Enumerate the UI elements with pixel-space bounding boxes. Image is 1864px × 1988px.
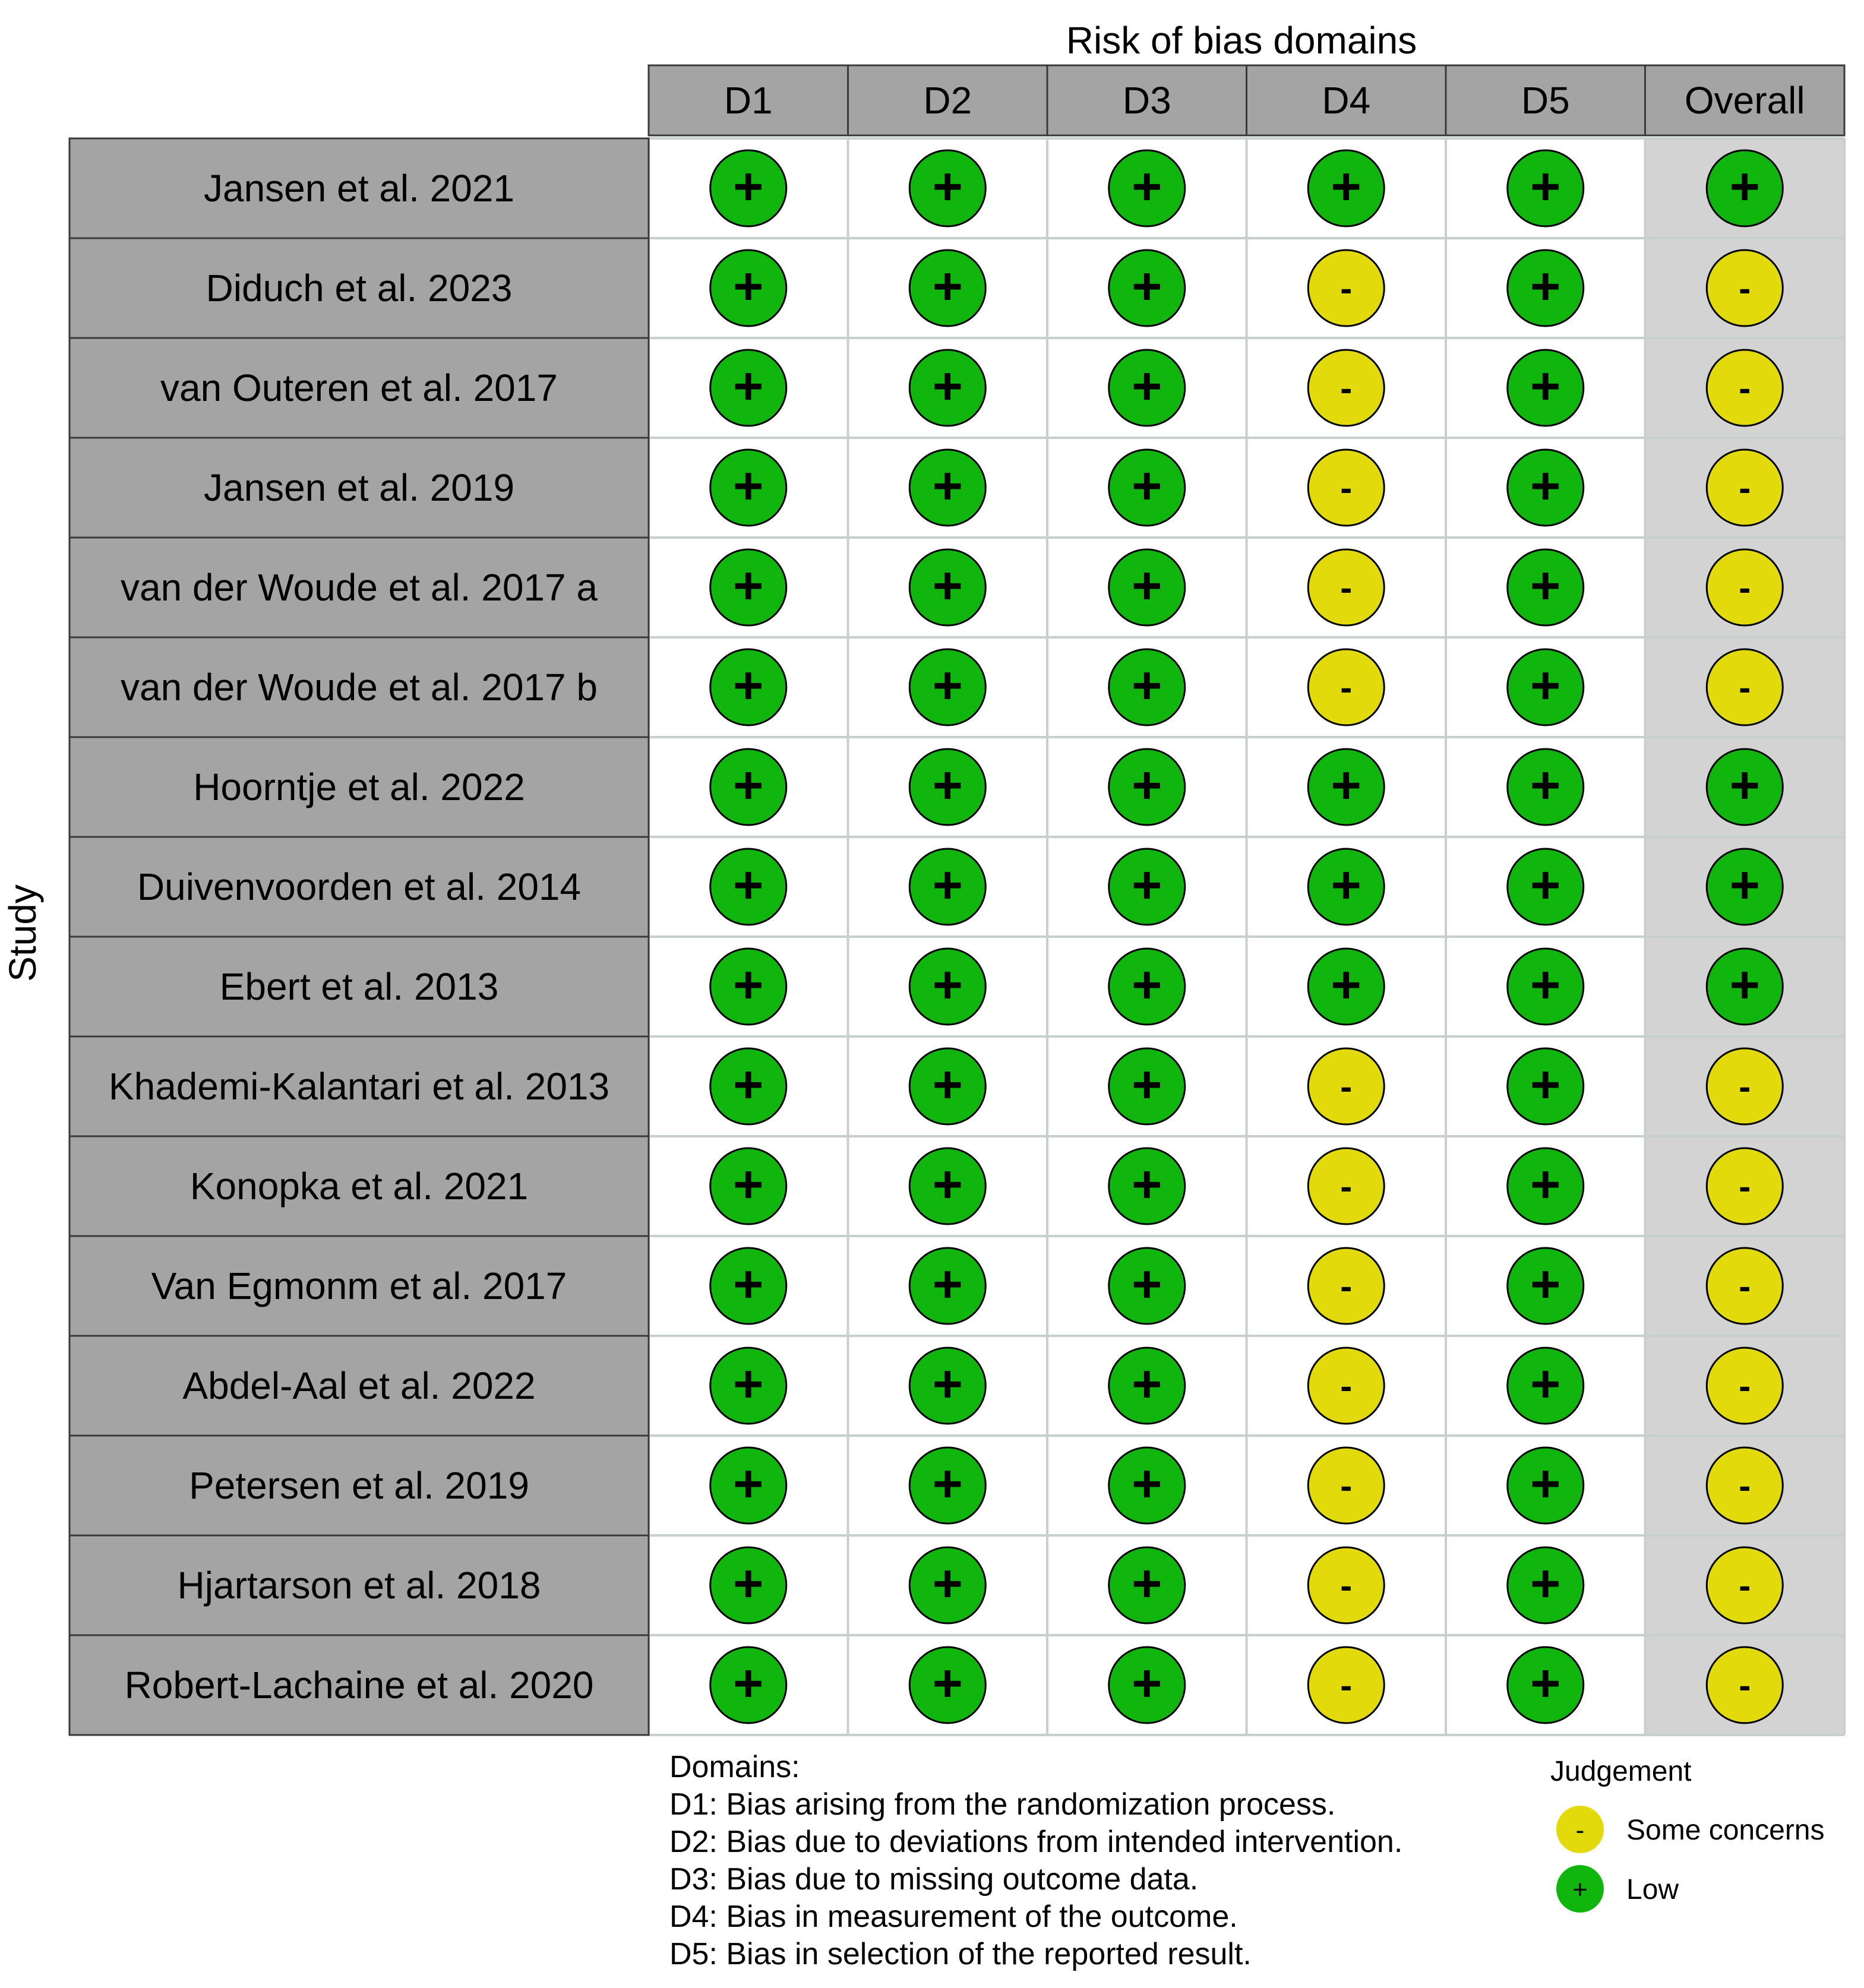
judgement-mark-low (1109, 350, 1185, 426)
judgement-symbol: + (1729, 855, 1760, 914)
judgement-symbol: + (932, 955, 963, 1014)
judgement-mark-some_concerns (1707, 450, 1783, 526)
domains-caption (669, 1750, 1402, 1971)
judgement-mark-low (909, 1248, 985, 1324)
judgement-symbol: + (1132, 356, 1162, 415)
judgement-mark-low (710, 949, 786, 1025)
judgement-symbol: + (1132, 1354, 1162, 1413)
judgement-symbol: + (1132, 1155, 1162, 1213)
judgement-mark-low (710, 749, 786, 825)
judgement-symbol: + (932, 1654, 963, 1712)
legend-label: Low (1626, 1874, 1679, 1905)
judgement-mark-some_concerns (1308, 1048, 1384, 1124)
judgement-mark-low (1308, 749, 1384, 825)
judgement-symbol: + (1132, 1254, 1162, 1313)
judgement-symbol: + (1530, 1155, 1561, 1213)
judgement-mark-some_concerns (1308, 1148, 1384, 1224)
judgement-symbol: - (1340, 468, 1353, 508)
judgement-symbol: + (733, 955, 764, 1014)
judgement-symbol: + (1132, 855, 1162, 914)
judgement-mark-low (1707, 949, 1783, 1025)
judgement-mark-low (1109, 450, 1185, 526)
judgement-symbol: + (932, 1254, 963, 1313)
judgement-mark-low (909, 1447, 985, 1524)
judgement-symbol: + (1729, 955, 1760, 1014)
judgement-mark-some_concerns (1707, 1647, 1783, 1723)
judgement-symbol: + (1132, 656, 1162, 715)
judgement-symbol: - (1739, 1167, 1751, 1206)
judgement-symbol: + (1132, 1454, 1162, 1513)
judgement-mark-low (1308, 949, 1384, 1025)
judgement-symbol: - (1739, 1466, 1751, 1506)
judgement-mark-low (710, 450, 786, 526)
judgement-mark-some_concerns (1308, 450, 1384, 526)
judgement-mark-low (1508, 1547, 1584, 1623)
judgement-symbol: + (1331, 955, 1361, 1014)
judgement-mark-low (909, 849, 985, 925)
judgement-mark-low (1707, 849, 1783, 925)
judgement-mark-low (909, 1048, 985, 1124)
judgement-mark-low (1508, 1248, 1584, 1324)
judgement-symbol: - (1340, 1067, 1353, 1107)
judgement-mark-low (710, 350, 786, 426)
study-label: Abdel-Aal et al. 2022 (182, 1364, 536, 1407)
judgement-symbol: + (932, 1055, 963, 1114)
judgement-symbol: - (1739, 1566, 1751, 1605)
judgement-mark-low (1508, 1148, 1584, 1224)
judgement-mark-some_concerns (1308, 250, 1384, 326)
judgement-mark-some_concerns (1707, 250, 1783, 326)
judgement-mark-low (1508, 1048, 1584, 1124)
judgement-mark-low (1109, 549, 1185, 625)
judgement-symbol: + (1331, 756, 1361, 814)
domains-caption-line: D2: Bias due to deviations from intended intervention. (669, 1825, 1403, 1859)
judgement-mark-low (1707, 749, 1783, 825)
judgement-mark-some_concerns (1707, 549, 1783, 625)
study-label: Konopka et al. 2021 (189, 1165, 529, 1208)
judgement-mark-some_concerns (1707, 350, 1783, 426)
judgement-symbol: + (1530, 1055, 1561, 1114)
judgement-symbol: + (1530, 1354, 1561, 1413)
judgement-mark-low (1109, 1348, 1185, 1424)
judgement-mark-low (1308, 849, 1384, 925)
judgement-mark-some_concerns (1308, 1447, 1384, 1524)
legend-swatch-symbol: + (1572, 1875, 1588, 1904)
judgement-mark-low (1508, 849, 1584, 925)
judgement-symbol: + (733, 1055, 764, 1114)
judgement-symbol: - (1340, 668, 1353, 707)
judgement-mark-low (1508, 250, 1584, 326)
judgement-mark-low (1109, 1148, 1185, 1224)
column-header-label: D3 (1122, 79, 1171, 122)
judgement-symbol: + (1132, 1055, 1162, 1114)
study-label: Petersen et al. 2019 (189, 1464, 529, 1507)
judgement-symbol: + (1530, 1254, 1561, 1313)
study-label: Duivenvoorden et al. 2014 (137, 865, 582, 908)
judgement-mark-low (909, 749, 985, 825)
judgement-mark-low (1109, 649, 1185, 725)
legend-title: Judgement (1550, 1756, 1692, 1787)
judgement-symbol: + (733, 356, 764, 415)
judgement-mark-low (710, 1148, 786, 1224)
judgement-mark-some_concerns (1707, 1348, 1783, 1424)
judgement-mark-low (909, 350, 985, 426)
judgement-symbol: + (1132, 756, 1162, 814)
judgement-mark-low (710, 1647, 786, 1723)
judgement-symbol: + (733, 456, 764, 515)
judgement-symbol: + (932, 756, 963, 814)
judgement-mark-low (909, 450, 985, 526)
judgement-symbol: + (733, 157, 764, 216)
legend-swatch-symbol: - (1575, 1816, 1585, 1845)
judgement-symbol: + (932, 257, 963, 315)
judgement-mark-low (909, 1148, 985, 1224)
domains-caption-heading: Domains: (669, 1750, 800, 1784)
study-label: Jansen et al. 2021 (203, 167, 515, 210)
judgement-symbol: + (733, 756, 764, 814)
judgement-symbol: - (1340, 1566, 1353, 1605)
judgement-mark-low (1508, 150, 1584, 226)
judgement-mark-low (710, 1348, 786, 1424)
judgement-symbol: - (1340, 1466, 1353, 1506)
judgement-mark-low (1109, 1547, 1185, 1623)
judgement-symbol: - (1739, 468, 1751, 508)
column-header-label: Overall (1684, 79, 1805, 122)
judgement-symbol: - (1739, 568, 1751, 608)
judgement-symbol: + (733, 257, 764, 315)
judgement-mark-low (1707, 150, 1783, 226)
column-header-label: D1 (724, 79, 773, 122)
judgement-symbol: + (932, 456, 963, 515)
judgement-symbol: + (932, 1454, 963, 1513)
judgement-mark-some_concerns (1707, 1547, 1783, 1623)
study-label: Khademi-Kalantari et al. 2013 (108, 1065, 610, 1108)
judgement-symbol: + (1530, 656, 1561, 715)
judgement-mark-low (1508, 450, 1584, 526)
judgement-mark-low (710, 849, 786, 925)
study-label: Van Egmonm et al. 2017 (151, 1265, 567, 1307)
domains-caption-line: D4: Bias in measurement of the outcome. (669, 1899, 1238, 1934)
judgement-mark-some_concerns (1707, 1248, 1783, 1324)
column-header-label: D5 (1521, 79, 1570, 122)
judgement-symbol: - (1340, 368, 1353, 408)
judgement-symbol: + (1530, 955, 1561, 1014)
judgement-symbol: + (733, 1454, 764, 1513)
judgement-mark-low (1109, 1248, 1185, 1324)
judgement-mark-low (710, 1447, 786, 1524)
judgement-mark-some_concerns (1707, 649, 1783, 725)
judgement-mark-low (909, 649, 985, 725)
judgement-mark-low (710, 150, 786, 226)
legend-entry (1556, 1865, 1679, 1913)
judgement-mark-low (710, 1248, 786, 1324)
study-label: Robert-Lachaine et al. 2020 (124, 1664, 594, 1706)
judgement-symbol: + (932, 855, 963, 914)
judgement-symbol: + (1530, 1654, 1561, 1712)
judgement-symbol: + (1132, 1554, 1162, 1613)
study-label: Jansen et al. 2019 (203, 466, 515, 509)
judgement-symbol: - (1340, 268, 1353, 308)
judgement-mark-low (710, 1547, 786, 1623)
judgement-symbol: - (1340, 1167, 1353, 1206)
judgement-mark-low (909, 1547, 985, 1623)
column-header-label: D4 (1322, 79, 1371, 122)
judgement-mark-low (1508, 749, 1584, 825)
judgement-symbol: + (1132, 257, 1162, 315)
y-axis-label: Study (1, 884, 44, 982)
judgement-mark-low (909, 250, 985, 326)
judgement-mark-low (909, 1647, 985, 1723)
judgement-symbol: + (1729, 157, 1760, 216)
column-header-label: D2 (923, 79, 972, 122)
judgement-mark-low (1109, 949, 1185, 1025)
chart-title: Risk of bias domains (1066, 19, 1417, 62)
judgement-symbol: + (733, 556, 764, 615)
judgement-mark-low (1109, 849, 1185, 925)
judgement-symbol: + (1132, 955, 1162, 1014)
judgement-symbol: + (932, 1354, 963, 1413)
study-label: van der Woude et al. 2017 a (121, 566, 598, 609)
judgement-symbol: + (1530, 1554, 1561, 1613)
judgement-mark-low (1109, 250, 1185, 326)
judgement-mark-low (1308, 150, 1384, 226)
judgement-mark-some_concerns (1707, 1048, 1783, 1124)
judgement-mark-low (1508, 549, 1584, 625)
judgement-symbol: + (1530, 756, 1561, 814)
judgement-symbol: + (1132, 1654, 1162, 1712)
judgement-symbol: + (1729, 756, 1760, 814)
judgement-mark-low (1508, 350, 1584, 426)
judgement-symbol: - (1739, 368, 1751, 408)
judgement-mark-low (909, 1348, 985, 1424)
judgement-mark-low (1508, 949, 1584, 1025)
judgement-mark-low (1508, 1647, 1584, 1723)
judgement-symbol: + (1132, 157, 1162, 216)
judgement-symbol: + (1132, 556, 1162, 615)
judgement-symbol: + (733, 1654, 764, 1712)
study-label: Hjartarson et al. 2018 (177, 1564, 541, 1607)
judgement-symbol: + (733, 656, 764, 715)
judgement-symbol: + (1132, 456, 1162, 515)
judgement-symbol: + (733, 1554, 764, 1613)
study-label: van Outeren et al. 2017 (160, 366, 558, 409)
judgement-symbol: + (733, 855, 764, 914)
study-label: Ebert et al. 2013 (219, 965, 499, 1008)
judgement-mark-low (1109, 1447, 1185, 1524)
judgement-symbol: + (1530, 556, 1561, 615)
judgement-mark-low (1508, 1348, 1584, 1424)
judgement-symbol: + (733, 1354, 764, 1413)
judgement-symbol: + (733, 1254, 764, 1313)
judgement-symbol: - (1340, 568, 1353, 608)
study-label: Hoorntje et al. 2022 (193, 766, 525, 808)
judgement-symbol: + (1331, 157, 1361, 216)
judgement-mark-low (710, 649, 786, 725)
judgement-mark-some_concerns (1308, 549, 1384, 625)
judgement-mark-low (1109, 749, 1185, 825)
judgement-mark-low (710, 549, 786, 625)
judgement-symbol: + (932, 656, 963, 715)
legend-entry (1556, 1806, 1825, 1853)
domains-caption-line: D1: Bias arising from the randomization process. (669, 1787, 1336, 1822)
judgement-symbol: + (1331, 855, 1361, 914)
judgement-symbol: + (1530, 855, 1561, 914)
judgement-symbol: - (1739, 1665, 1751, 1705)
judgement-mark-some_concerns (1308, 649, 1384, 725)
judgement-mark-low (909, 949, 985, 1025)
grid (69, 65, 1844, 1735)
judgement-symbol: - (1739, 1067, 1751, 1107)
judgement-symbol: + (1530, 157, 1561, 216)
legend-label: Some concerns (1626, 1815, 1825, 1846)
judgement-symbol: + (1530, 456, 1561, 515)
judgement-mark-low (1109, 150, 1185, 226)
domains-caption-line: D3: Bias due to missing outcome data. (669, 1862, 1199, 1897)
judgement-symbol: - (1739, 1366, 1751, 1406)
judgement-symbol: + (932, 1155, 963, 1213)
judgement-symbol: + (1530, 356, 1561, 415)
study-label: Diduch et al. 2023 (206, 267, 513, 309)
judgement-symbol: + (932, 1554, 963, 1613)
judgement-mark-low (710, 250, 786, 326)
judgement-symbol: - (1340, 1366, 1353, 1406)
judgement-symbol: - (1340, 1266, 1353, 1306)
judgement-symbol: + (733, 1155, 764, 1213)
judgement-symbol: - (1739, 668, 1751, 707)
judgement-mark-low (1508, 649, 1584, 725)
judgement-mark-some_concerns (1707, 1148, 1783, 1224)
judgement-symbol: + (932, 556, 963, 615)
judgement-symbol: + (932, 356, 963, 415)
judgement-mark-low (1109, 1647, 1185, 1723)
judgement-mark-low (1508, 1447, 1584, 1524)
judgement-mark-low (1109, 1048, 1185, 1124)
judgement-symbol: - (1739, 268, 1751, 308)
legend (1550, 1756, 1825, 1913)
judgement-symbol: + (1530, 257, 1561, 315)
judgement-mark-low (710, 1048, 786, 1124)
judgement-mark-some_concerns (1707, 1447, 1783, 1524)
judgement-symbol: - (1340, 1665, 1353, 1705)
judgement-mark-low (909, 549, 985, 625)
judgement-symbol: + (932, 157, 963, 216)
judgement-mark-some_concerns (1308, 1647, 1384, 1723)
judgement-mark-some_concerns (1308, 1348, 1384, 1424)
judgement-mark-some_concerns (1308, 350, 1384, 426)
domains-caption-line: D5: Bias in selection of the reported result. (669, 1937, 1252, 1971)
judgement-mark-low (909, 150, 985, 226)
judgement-mark-some_concerns (1308, 1547, 1384, 1623)
judgement-mark-some_concerns (1308, 1248, 1384, 1324)
study-label: van der Woude et al. 2017 b (121, 666, 598, 709)
judgement-symbol: - (1739, 1266, 1751, 1306)
judgement-symbol: + (1530, 1454, 1561, 1513)
